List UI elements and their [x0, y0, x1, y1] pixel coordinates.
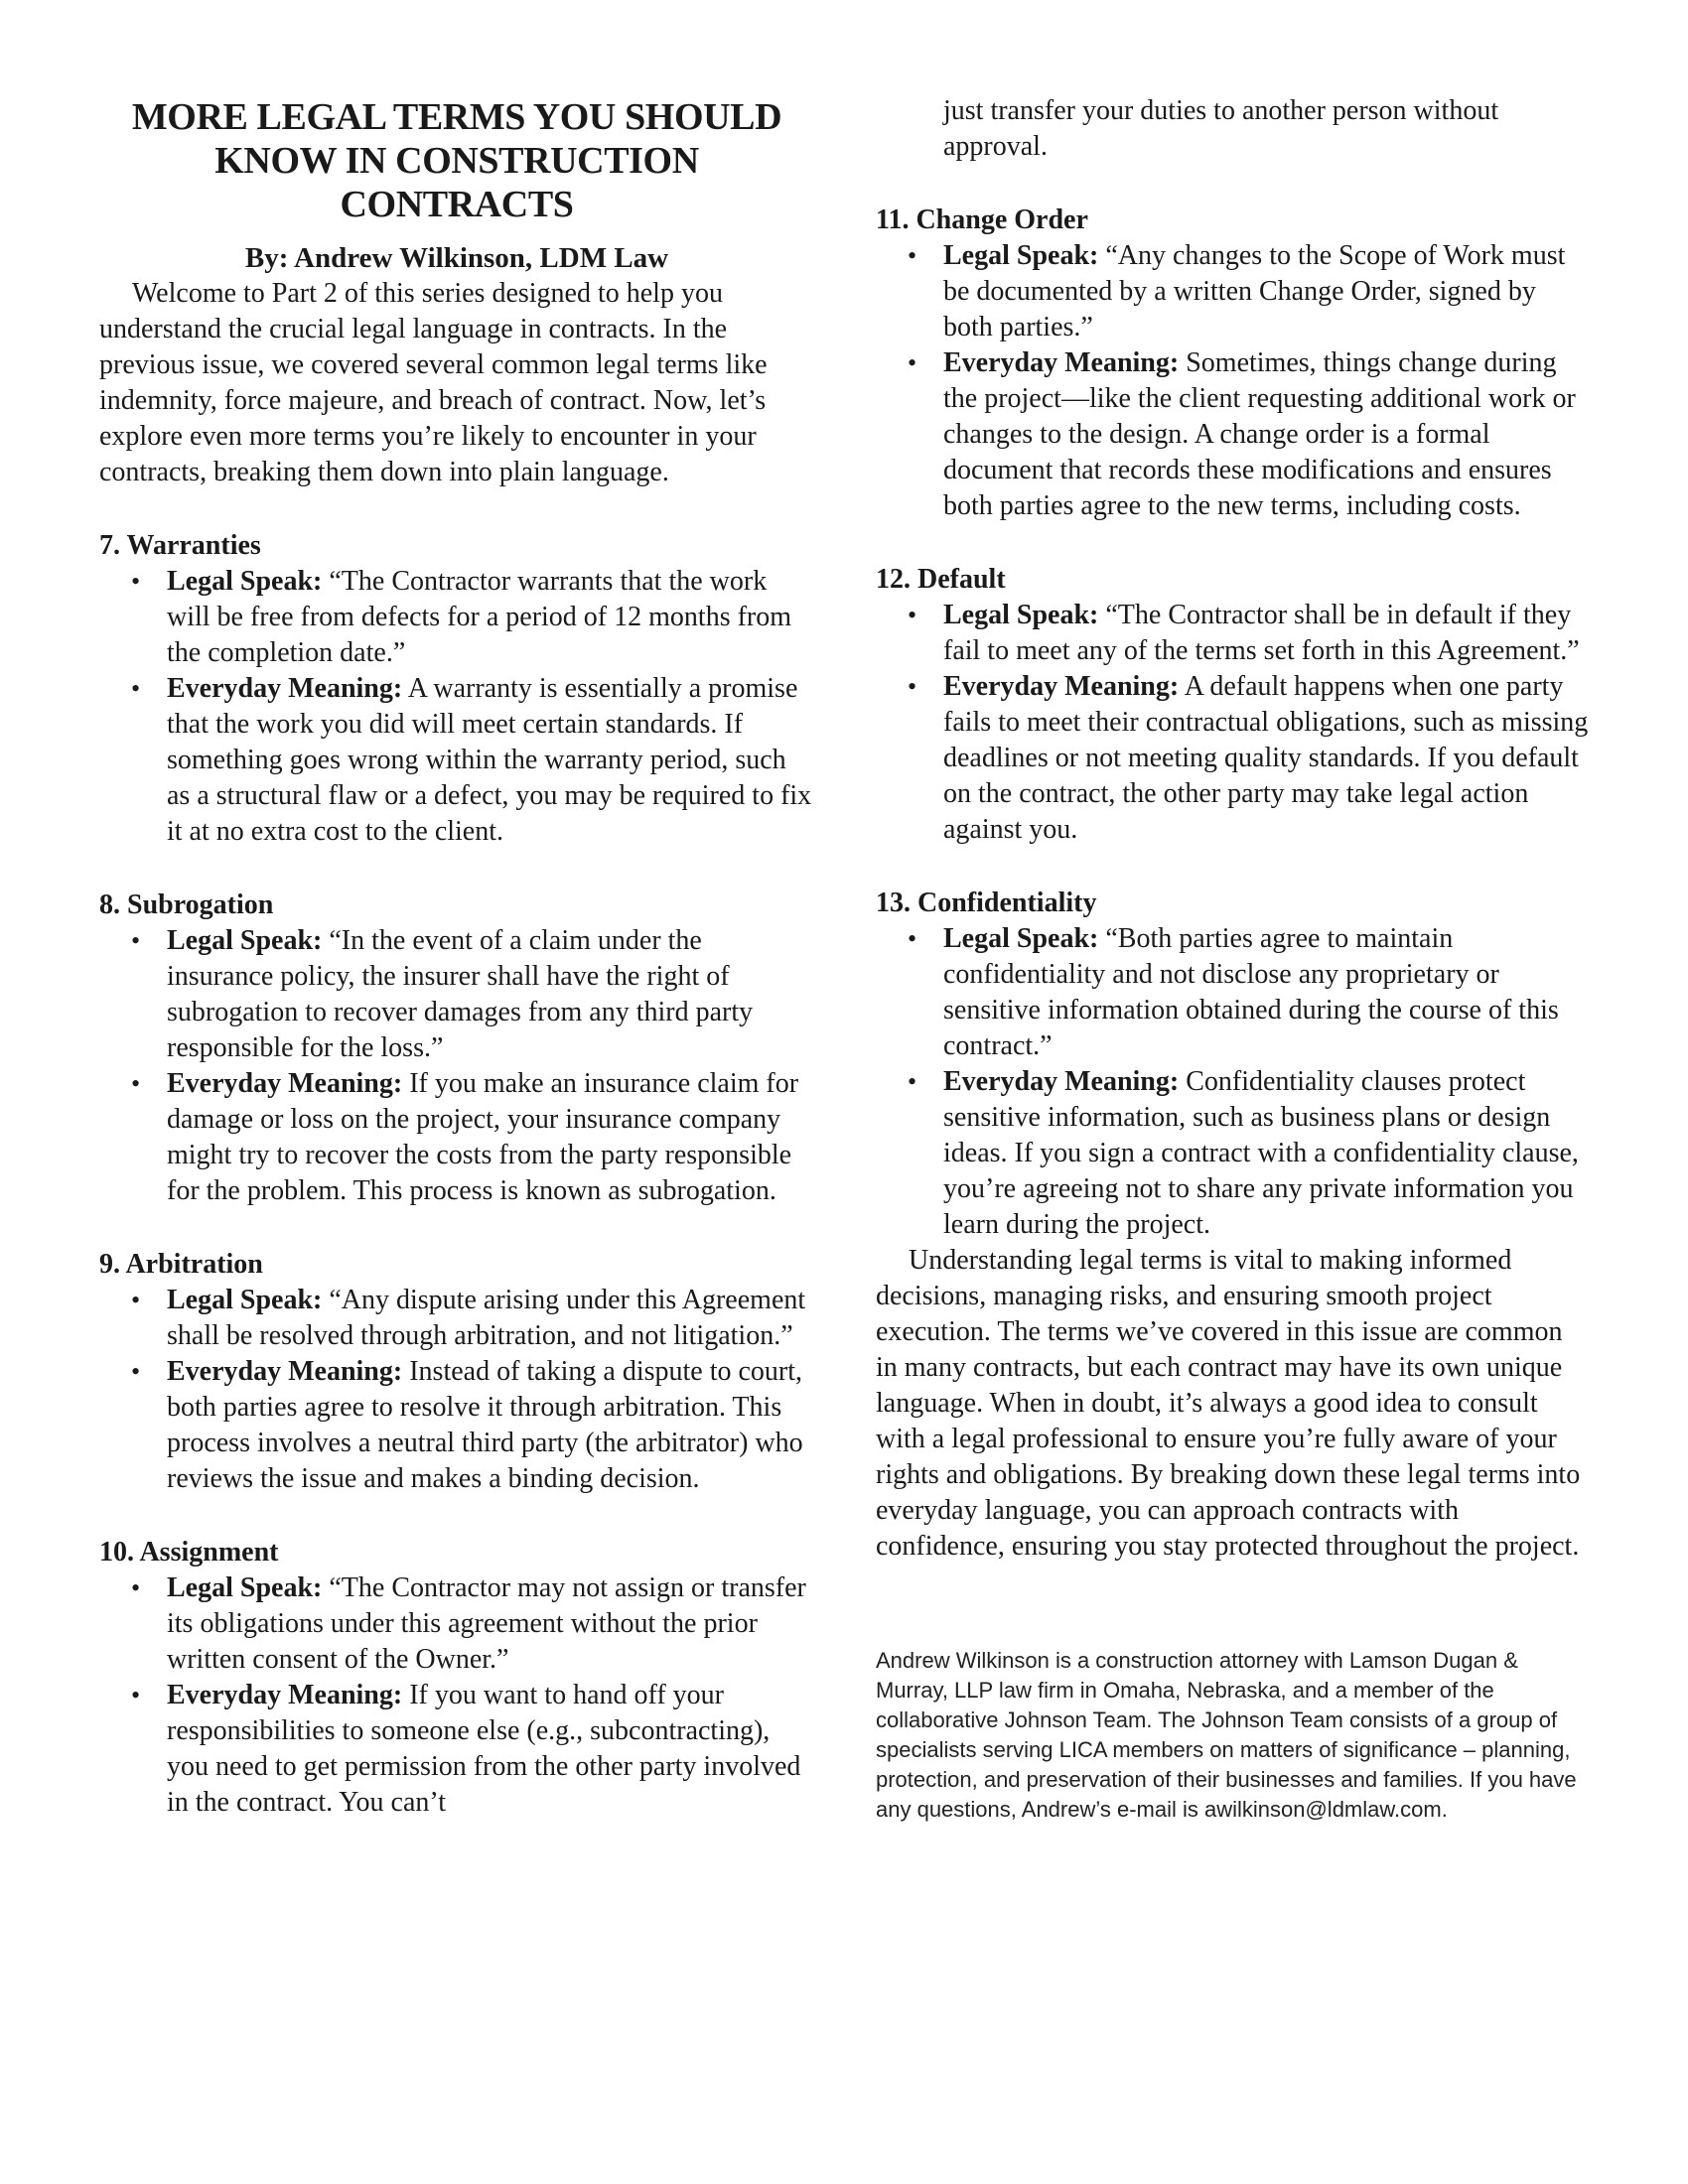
term-default	[876, 562, 1591, 848]
legal-speak-label: Legal Speak:	[943, 923, 1099, 954]
everyday-meaning-text: Instead of taking a dispute to court, both parties agree to resolve it through arbitration. This process involves a neutral third party (the arbitrator) who reviews the issue and makes a binding decision.	[167, 1356, 803, 1494]
intro-paragraph: Welcome to Part 2 of this series designed to help you understand the crucial legal language in contracts. In the previous issue, we covered several common legal terms like indemnity, force majeure, and breach of contract. Now, let’s explore even more terms you’re likely to encounter in your contracts, breaking them down into plain language.	[99, 278, 768, 487]
everyday-meaning-item	[908, 1064, 1591, 1243]
term-heading: 10. Assignment	[99, 1537, 279, 1568]
everyday-meaning-item	[908, 345, 1591, 524]
everyday-meaning-label: Everyday Meaning:	[167, 1356, 403, 1387]
everyday-meaning-label: Everyday Meaning:	[167, 673, 403, 704]
term-heading: 11. Change Order	[876, 205, 1088, 235]
article-title: MORE LEGAL TERMS YOU SHOULD KNOW IN CONSTRUCTION CONTRACTS	[131, 96, 782, 225]
assignment-continued-text: just transfer your duties to another person without approval.	[943, 95, 1499, 162]
legal-speak-label: Legal Speak:	[943, 600, 1099, 630]
bullet-icon: •	[908, 924, 917, 953]
legal-speak-item	[908, 598, 1591, 669]
legal-speak-label: Legal Speak:	[167, 1285, 323, 1315]
term-heading: 8. Subrogation	[99, 889, 274, 920]
term-heading: 13. Confidentiality	[876, 887, 1097, 918]
legal-speak-text: “Any changes to the Scope of Work must be documented by a written Change Order, signed by both parties.”	[943, 240, 1566, 342]
bullet-icon: •	[131, 1357, 141, 1386]
legal-speak-text: “The Contractor shall be in default if they fail to meet any of the terms set forth in this Agreement.”	[943, 600, 1580, 666]
everyday-meaning-item	[131, 1066, 814, 1209]
everyday-meaning-item	[908, 669, 1591, 848]
bullet-icon: •	[131, 1681, 141, 1709]
bullet-icon: •	[908, 241, 917, 270]
term-warranties	[99, 528, 814, 850]
author-bio: Andrew Wilkinson is a construction attorney with Lamson Dugan & Murray, LLP law firm in Omaha, Nebraska, and a member of the collaborative Johnson Team. The Johnson Team consists of a group of specialists serving LICA members on matters of significance – planning, protection, and preservation of their businesses and families. If you have any questions, Andrew’s e-mail is awilkinson@ldmlaw.com.	[876, 1648, 1577, 1822]
everyday-meaning-text: A default happens when one party fails to meet their contractual obligations, such as missing deadlines or not meeting quality standards. If you default on the contract, the other party may take legal action against you.	[943, 671, 1589, 845]
bullet-icon: •	[131, 674, 141, 703]
bullet-icon: •	[908, 348, 917, 377]
everyday-meaning-label: Everyday Meaning:	[943, 671, 1180, 702]
byline: By: Andrew Wilkinson, LDM Law	[244, 242, 669, 274]
everyday-meaning-item	[131, 671, 814, 850]
everyday-meaning-label: Everyday Meaning:	[167, 1068, 403, 1099]
bullet-icon: •	[908, 672, 917, 701]
bullet-icon: •	[908, 601, 917, 629]
legal-speak-item	[131, 1570, 814, 1678]
everyday-meaning-text: Sometimes, things change during the project—like the client requesting additional work or changes to the design. A change order is a formal document that records these modifications and ensures both parties agree to the new terms, including costs.	[943, 347, 1576, 521]
legal-speak-item	[131, 1283, 814, 1354]
bullet-icon: •	[131, 926, 141, 955]
term-subrogation	[99, 887, 814, 1209]
bullet-icon: •	[131, 1069, 141, 1098]
term-heading: 7. Warranties	[99, 530, 261, 561]
bullet-icon: •	[908, 1067, 917, 1096]
legal-speak-label: Legal Speak:	[943, 240, 1099, 271]
term-heading: 12. Default	[876, 564, 1006, 595]
legal-speak-text: “The Contractor warrants that the work will be free from defects for a period of 12 months from the completion date.”	[167, 566, 792, 668]
bullet-icon: •	[131, 567, 141, 596]
term-change-order	[876, 203, 1591, 524]
everyday-meaning-label: Everyday Meaning:	[167, 1680, 403, 1710]
everyday-meaning-item	[131, 1678, 814, 1821]
everyday-meaning-text: A warranty is essentially a promise that the work you did will meet certain standards. If something goes wrong within the warranty period, such as a structural flaw or a defect, you may be required to fix it at no extra cost to the client.	[167, 673, 812, 847]
term-arbitration	[99, 1247, 814, 1497]
legal-speak-text: “Any dispute arising under this Agreement shall be resolved through arbitration, and not litigation.”	[167, 1285, 806, 1351]
legal-speak-text: “The Contractor may not assign or transfer its obligations under this agreement without the prior written consent of the Owner.”	[167, 1572, 806, 1675]
everyday-meaning-text: If you want to hand off your responsibilities to someone else (e.g., subcontracting), you need to get permission from the other party involved in the contract. You can’t	[167, 1680, 801, 1818]
everyday-meaning-text: Confidentiality clauses protect sensitive information, such as business plans or design ideas. If you sign a contract with a confidentiality clause, you’re agreeing not to share any private information you learn during the project.	[943, 1066, 1579, 1240]
bullet-icon: •	[131, 1573, 141, 1602]
term-confidentiality	[876, 886, 1591, 1243]
legal-speak-text: “Both parties agree to maintain confidentiality and not disclose any proprietary or sensitive information obtained during the course of this contract.”	[943, 923, 1559, 1061]
term-heading: 9. Arbitration	[99, 1249, 263, 1280]
legal-speak-item	[908, 238, 1591, 345]
right-column	[876, 0, 1591, 1825]
everyday-meaning-label: Everyday Meaning:	[943, 1066, 1180, 1097]
legal-speak-item	[131, 923, 814, 1066]
legal-speak-label: Legal Speak:	[167, 566, 323, 597]
legal-speak-item	[131, 564, 814, 671]
legal-speak-label: Legal Speak:	[167, 925, 323, 956]
everyday-meaning-item	[131, 1354, 814, 1497]
term-assignment	[99, 1535, 814, 1821]
everyday-meaning-label: Everyday Meaning:	[943, 347, 1180, 378]
legal-speak-text: “In the event of a claim under the insurance policy, the insurer shall have the right of subrogation to recover damages from any third party responsible for the loss.”	[167, 925, 754, 1063]
conclusion-paragraph: Understanding legal terms is vital to making informed decisions, managing risks, and ensuring smooth project execution. The terms we’ve covered in this issue are common in many contracts, but each contract may have its own unique language. When in doubt, it’s always a good idea to consult with a legal professional to ensure you’re fully aware of your rights and obligations. By breaking down these legal terms into everyday language, you can approach contracts with confidence, ensuring you stay protected throughout the project.	[876, 1245, 1581, 1562]
left-column	[99, 0, 814, 1821]
bullet-icon: •	[131, 1286, 141, 1314]
everyday-meaning-text: If you make an insurance claim for damage or loss on the project, your insurance company might try to recover the costs from the party responsible for the problem. This process is known as subrogation.	[167, 1068, 799, 1206]
legal-speak-label: Legal Speak:	[167, 1572, 323, 1603]
legal-speak-item	[908, 921, 1591, 1064]
